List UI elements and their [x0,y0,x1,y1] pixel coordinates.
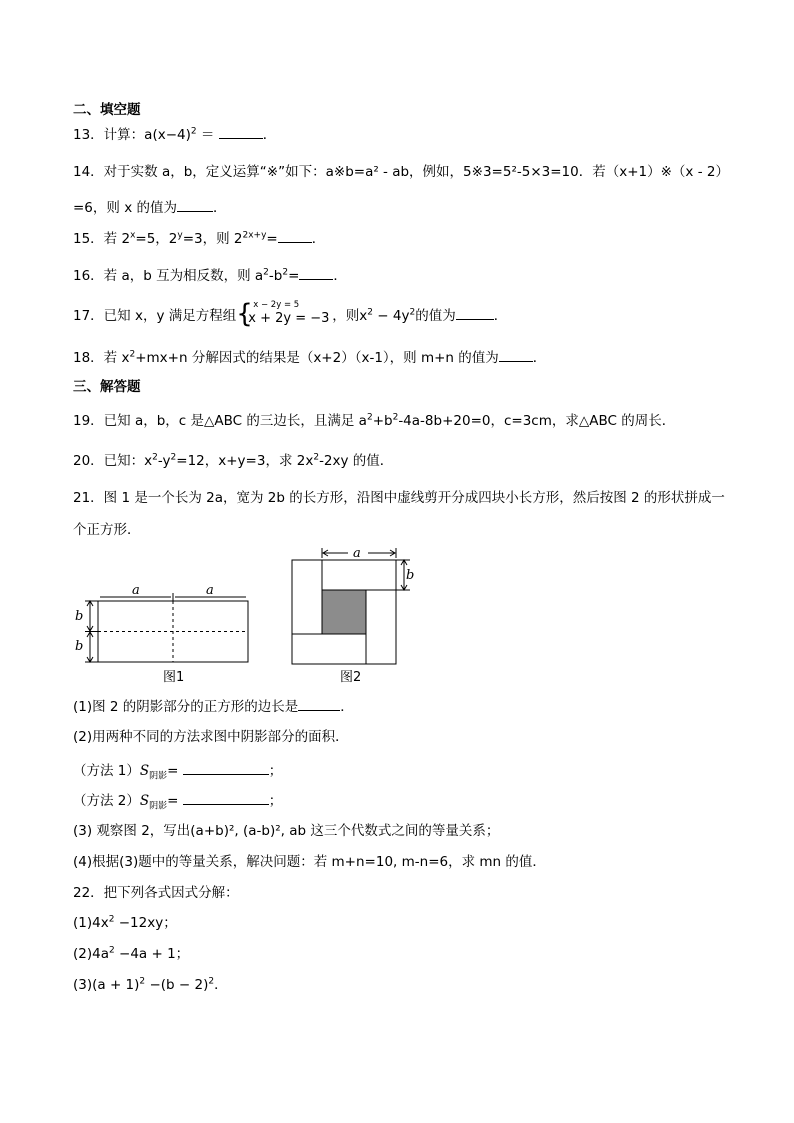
section-title-solve: 三、解答题 [73,379,141,395]
method1-end: ； [268,763,283,779]
system-brace: { [236,299,253,329]
q20-a: 20．已知：x [73,453,153,469]
q13-end: ． [262,127,277,143]
question-22-3 [73,976,228,994]
q17-s2: 2 [409,307,416,318]
fig1-label-b2: b [75,639,84,654]
q17-end: ． [493,308,508,324]
fig1-label-a2: a [206,583,214,598]
question-21-3: (3) 观察图 2，写出(a+b)², (a-b)², ab 这三个代数式之间的等量关系； [73,823,500,839]
method1-sub: 阴影 [149,771,168,782]
fig2-shaded-square [322,590,366,634]
q18-end: ． [532,350,547,366]
q20-s2: 2 [170,452,177,463]
q22-2-s1: 2 [109,945,115,956]
method1-S: S [139,763,150,779]
question-22-1 [73,914,177,932]
fig2-label-a: a [353,546,361,561]
figure-2 [288,544,418,668]
question-20 [73,452,393,470]
figure-1-caption: 图1 [163,670,185,685]
q15-b: =5，2 [135,231,178,247]
question-22-2 [73,945,189,963]
method2-label: （方法 2） [73,793,140,809]
q17-a: 17．已知 x，y 满足方程组 [73,308,237,324]
question-21-line2: 个正方形． [73,522,141,538]
question-21-2: (2)用两种不同的方法求图中阴影部分的面积． [73,729,349,745]
question-21-4: (4)根据(3)题中的等量关系，解决问题：若 m+n=10, m-n=6，求 mn 的值． [73,854,546,870]
method2-sub: 阴影 [149,801,168,812]
question-13 [73,125,276,144]
q17-answer-blank[interactable] [456,306,494,320]
question-21-line1: 21．图 1 是一个长为 2a，宽为 2b 的长方形，沿图中虚线剪开分成四块小长方形，然后按图 2 的形状拼成一 [73,490,725,506]
method1-eq: = [167,763,183,779]
q20-b: -y [157,453,171,469]
method2-answer-blank[interactable] [183,791,269,805]
equation-system [236,299,332,329]
q19-s2: 2 [392,412,399,423]
q19-c: -4a-8b+20=0，c=3cm，求△ABC 的周长． [398,413,676,429]
figure-2-caption: 图2 [340,670,362,685]
q16-b: -b [268,268,283,284]
q15-d: = [266,231,278,247]
q14-answer-blank[interactable] [177,198,213,212]
method2-eq: = [167,793,183,809]
q19-b: +b [372,413,393,429]
q16-a: 16．若 a，b 互为相反数，则 a [73,268,264,284]
q19-s1: 2 [366,412,373,423]
q15-answer-blank[interactable] [278,229,312,243]
q22-3-c: ． [214,977,228,993]
question-18 [73,348,546,367]
question-14-line1: 14．对于实数 a，b，定义运算“※”如下：a※b=a² - ab，例如，5※3=5²-5×3=10．若（x+1）※（x - 2） [73,164,729,180]
q16-c: = [288,268,300,284]
q16-end: ． [333,268,347,284]
q19-a: 19．已知 a，b，c 是△ABC 的三边长，且满足 a [73,413,367,429]
q13-sup: 2 [190,126,197,137]
q13-eq: ＝ [196,127,215,143]
question-15 [73,229,325,248]
system-eq1: x − 2y = 5 [253,300,300,310]
q21-1-end: ． [340,699,354,715]
q22-2-b: −4a + 1； [114,946,190,962]
q18-b: +mx+n 分解因式的结果是（x+2）（x-1），则 m+n 的值为 [135,350,499,366]
q15-s3: 2x+y [242,230,267,241]
system-eq2: x + 2y = −3 [248,311,330,326]
method1-label: （方法 1） [73,763,140,779]
q22-3-s2: 2 [208,976,215,987]
fig1-label-b1: b [75,609,84,624]
q15-c: =3，则 2 [182,231,243,247]
method1-answer-blank[interactable] [183,761,269,775]
question-19 [73,412,675,430]
q13-text: 13．计算：a(x−4) [73,127,191,143]
q22-3-s1: 2 [139,976,146,987]
q15-s1: x [130,230,136,241]
q17-c: − 4y [372,308,410,324]
question-21-1 [73,697,354,716]
q20-d: -2xy 的值． [319,453,394,469]
q21-1-text: (1)图 2 的阴影部分的正方形的边长是 [73,699,299,715]
q15-end: ． [311,231,326,247]
q14-end: ． [212,200,227,216]
section-title-fill-in: 二、填空题 [73,102,141,118]
q17-d: 的值为 [415,308,456,324]
q18-s1: 2 [129,349,136,360]
q16-s2: 2 [282,267,289,278]
q22-1-s1: 2 [108,914,115,925]
q17-b: ，则x [332,308,368,324]
q15-a: 15．若 2 [73,231,131,247]
fig1-label-a1: a [132,583,140,598]
q22-3-a: (3)(a + 1) [73,977,140,993]
question-17 [73,299,508,329]
fig2-label-b: b [406,568,415,583]
q22-3-b: −(b − 2) [145,977,209,993]
question-22: 22．把下列各式因式分解： [73,885,239,901]
q13-answer-blank[interactable] [219,125,263,139]
q21-1-answer-blank[interactable] [298,697,340,711]
q15-s2: y [177,230,183,241]
q18-a: 18．若 x [73,350,130,366]
question-14-line2 [73,198,226,217]
question-21-method1 [73,761,282,780]
method2-S: S [139,793,150,809]
q22-1-a: (1)4x [73,915,109,931]
q16-s1: 2 [263,267,269,278]
q18-answer-blank[interactable] [499,348,533,362]
question-21-method2 [73,791,282,810]
q20-s1: 2 [152,452,158,463]
q14-text: =6，则 x 的值为 [73,200,177,216]
q22-2-a: (2)4a [73,946,109,962]
q17-s1: 2 [367,307,373,318]
method2-end: ； [268,793,283,809]
q22-1-b: −12xy； [114,915,177,931]
q20-s3: 2 [313,452,320,463]
q16-answer-blank[interactable] [299,266,333,280]
question-16 [73,266,347,285]
q20-c: =12，x+y=3，求 2x [176,453,314,469]
